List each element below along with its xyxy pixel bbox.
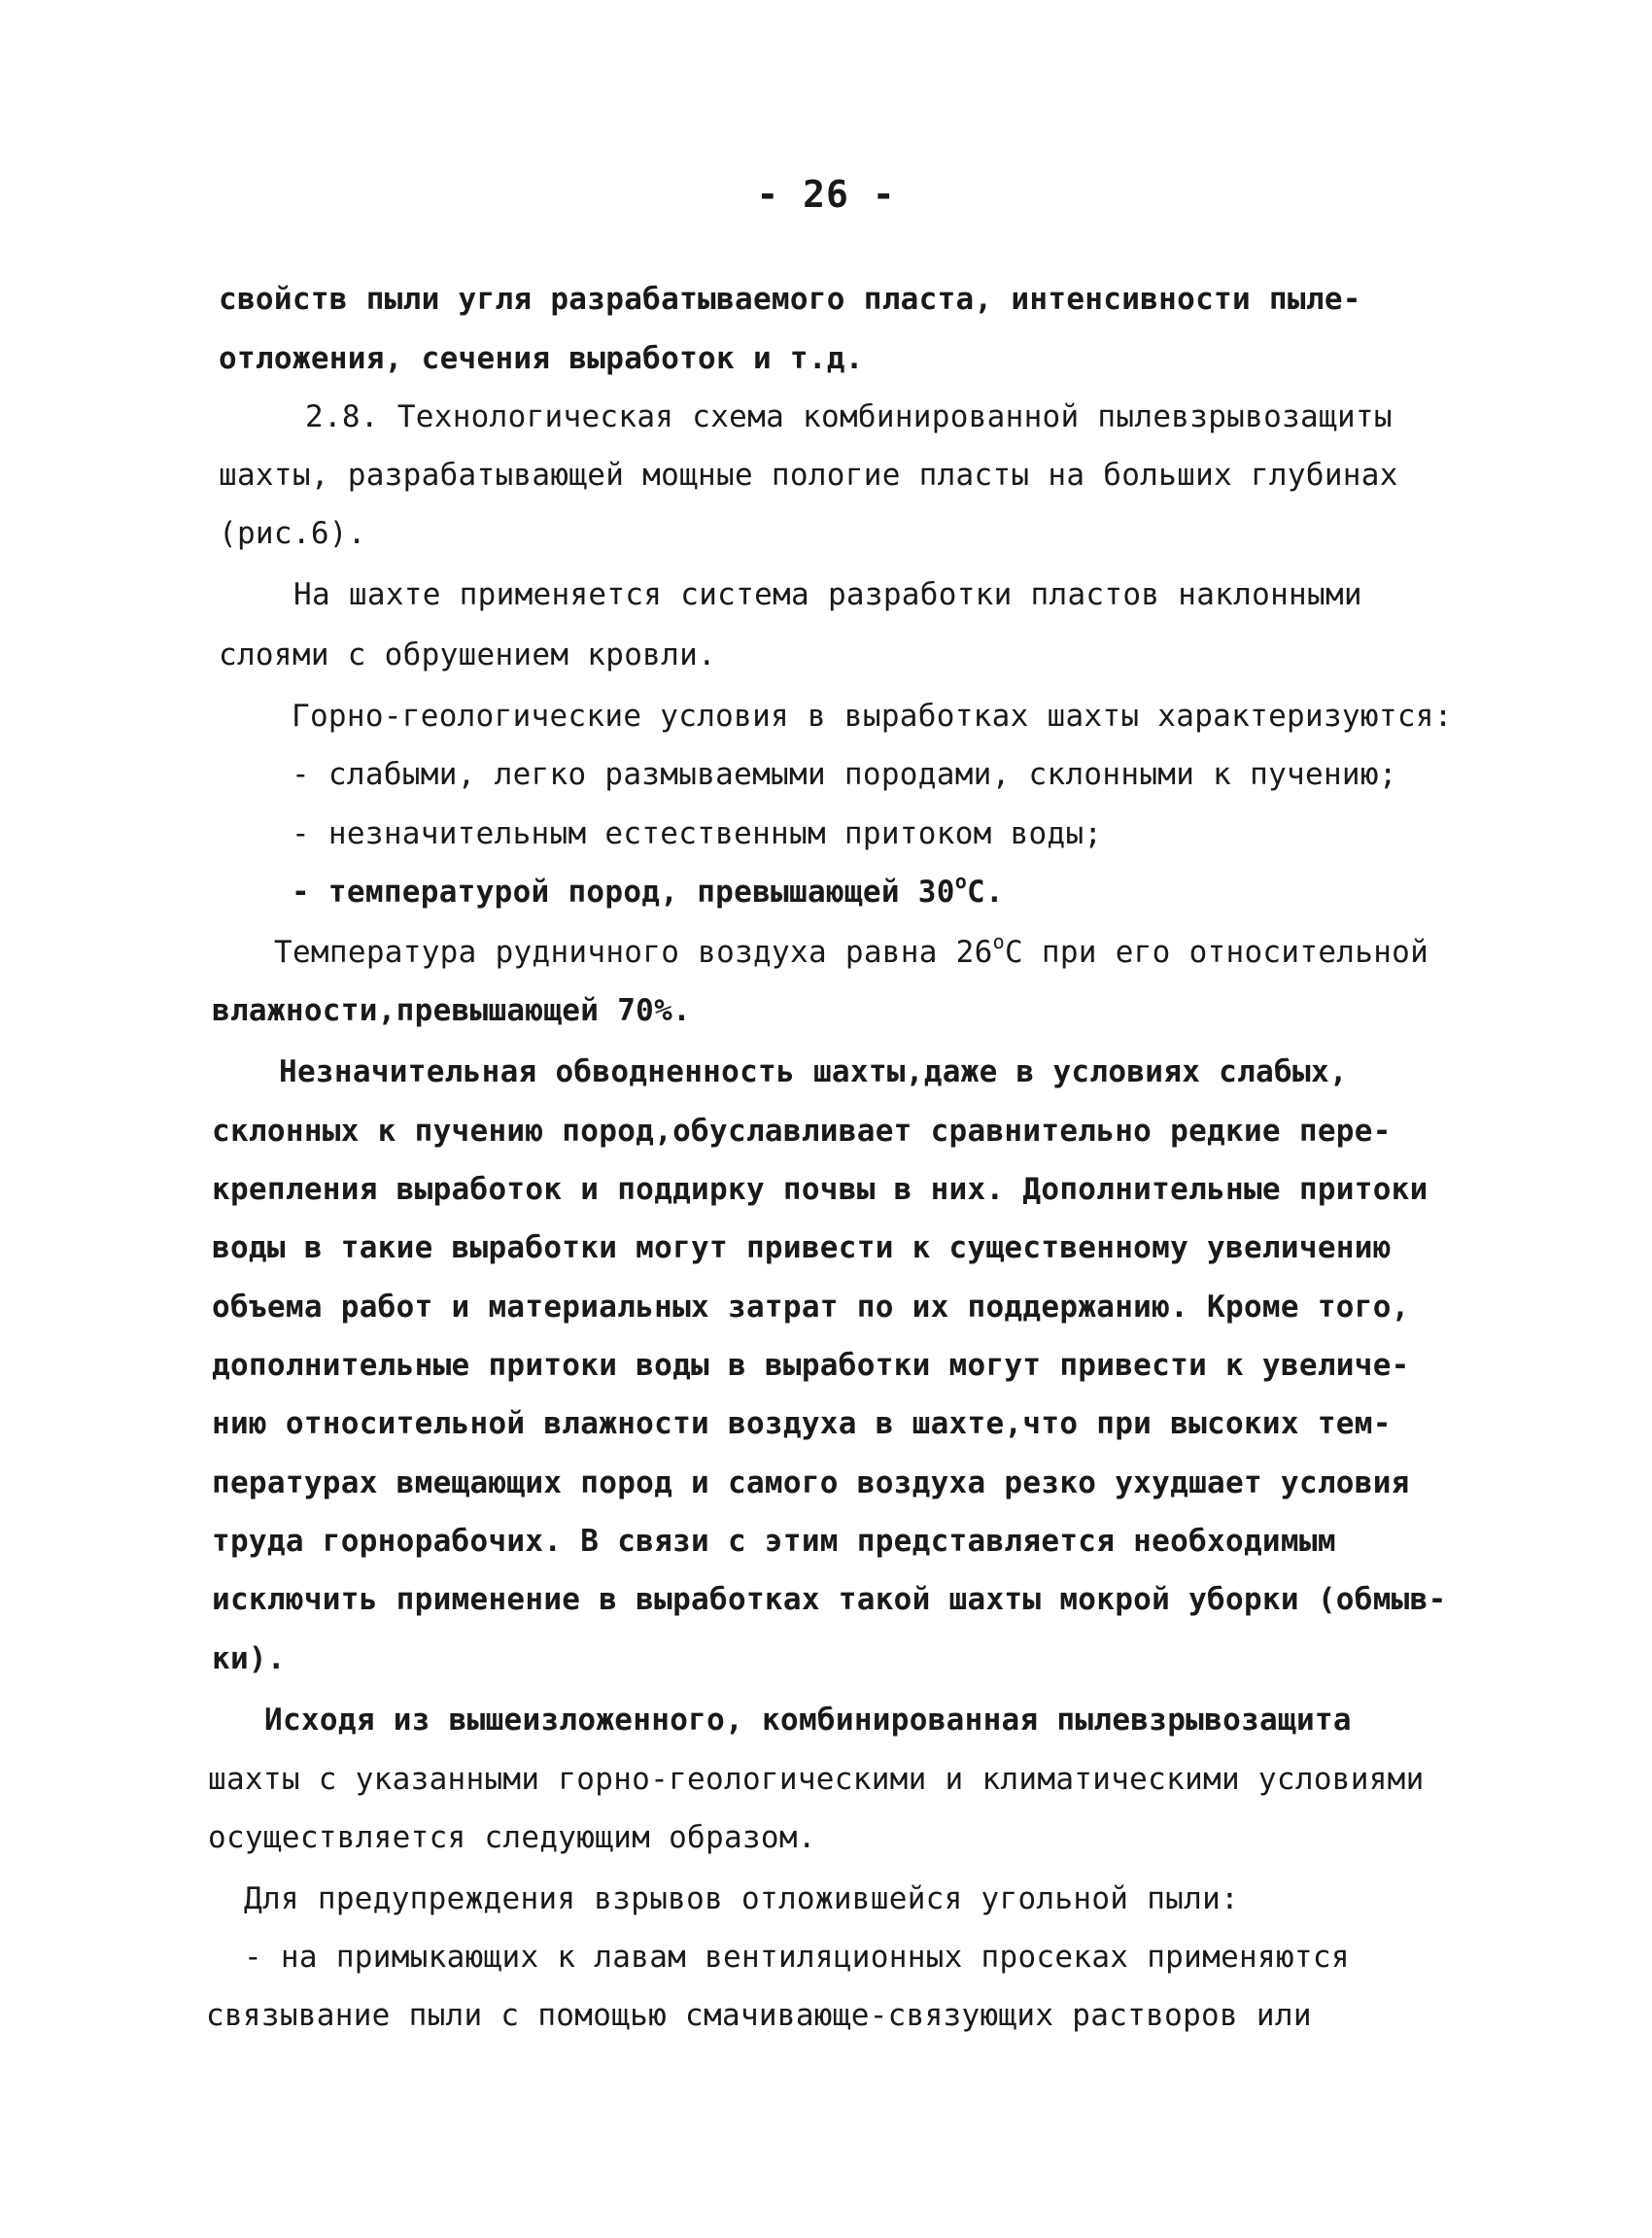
list-item: - незначительным естественным притоком воды; (292, 816, 1103, 851)
text-line: На шахте применяется система разработки пластов наклонными (293, 577, 1362, 612)
degree-symbol: о (992, 930, 1005, 953)
text-line: Горно-геологические условия в выработках шахты характеризуются: (292, 699, 1453, 734)
text-fragment: - температурой пород, превышающей 30 (292, 875, 955, 910)
text-line: Незначительная обводненность шахты,даже в условиях слабых, (279, 1054, 1348, 1089)
text-line: крепления выработок и поддирку почвы в них. Дополнительные притоки (212, 1172, 1428, 1207)
text-line: Для предупреждения взрывов отложившейся угольной пыли: (244, 1881, 1240, 1916)
section-heading: 2.8. Технологическая схема комбинированной пылевзрывозащиты (305, 399, 1393, 434)
text-line: (рис.6). (219, 516, 366, 551)
text-line: пературах вмещающих пород и самого воздуха резко ухудшает условия (212, 1465, 1410, 1500)
text-line: отложения, сечения выработок и т.д. (219, 341, 864, 376)
text-line: исключить применение в выработках такой шахты мокрой уборки (обмыв- (212, 1582, 1447, 1617)
text-line: свойств пыли угля разрабатываемого пласта, интенсивности пыле- (219, 282, 1361, 317)
text-line: ки). (212, 1641, 286, 1676)
text-line: объема работ и материальных затрат по их поддержанию. Кроме того, (212, 1290, 1410, 1325)
page-number: - 26 - (756, 173, 896, 216)
list-item (292, 870, 1004, 912)
text-line (274, 930, 1429, 972)
text-line: слоями с обрушением кровли. (219, 637, 717, 672)
text-fragment: С при его относительной (1004, 935, 1429, 970)
text-line: шахты, разрабатывающей мощные пологие пласты на больших глубинах (219, 458, 1398, 493)
text-line: влажности,превышающей 70%. (212, 993, 692, 1028)
text-line: дополнительные притоки воды в выработки могут привести к увеличе- (212, 1348, 1410, 1383)
text-line: связывание пыли с помощью смачивающе-связующих растворов или (206, 1998, 1312, 2033)
degree-symbol: о (954, 870, 968, 893)
text-line: труда горнорабочих. В связи с этим представляется необходимым (212, 1524, 1336, 1559)
text-line: шахты с указанными горно-геологическими и климатическими условиями (208, 1762, 1425, 1797)
text-line: Исходя из вышеизложенного, комбинированная пылевзрывозащита (264, 1703, 1352, 1738)
text-line: нию относительной влажности воздуха в шахте,что при высоких тем- (212, 1406, 1392, 1441)
text-fragment: Температура рудничного воздуха равна 26 (274, 935, 993, 970)
list-item: - слабыми, легко размываемыми породами, склонными к пучению; (292, 757, 1397, 792)
text-fragment: С. (967, 875, 1004, 910)
text-line: склонных к пучению пород,обуславливает сравнительно редкие пере- (212, 1114, 1392, 1149)
list-item: - на примыкающих к лавам вентиляционных просеках применяются (244, 1940, 1350, 1975)
text-line: воды в такие выработки могут привести к существенному увеличению (212, 1230, 1392, 1265)
text-line: осуществляется следующим образом. (208, 1820, 816, 1855)
